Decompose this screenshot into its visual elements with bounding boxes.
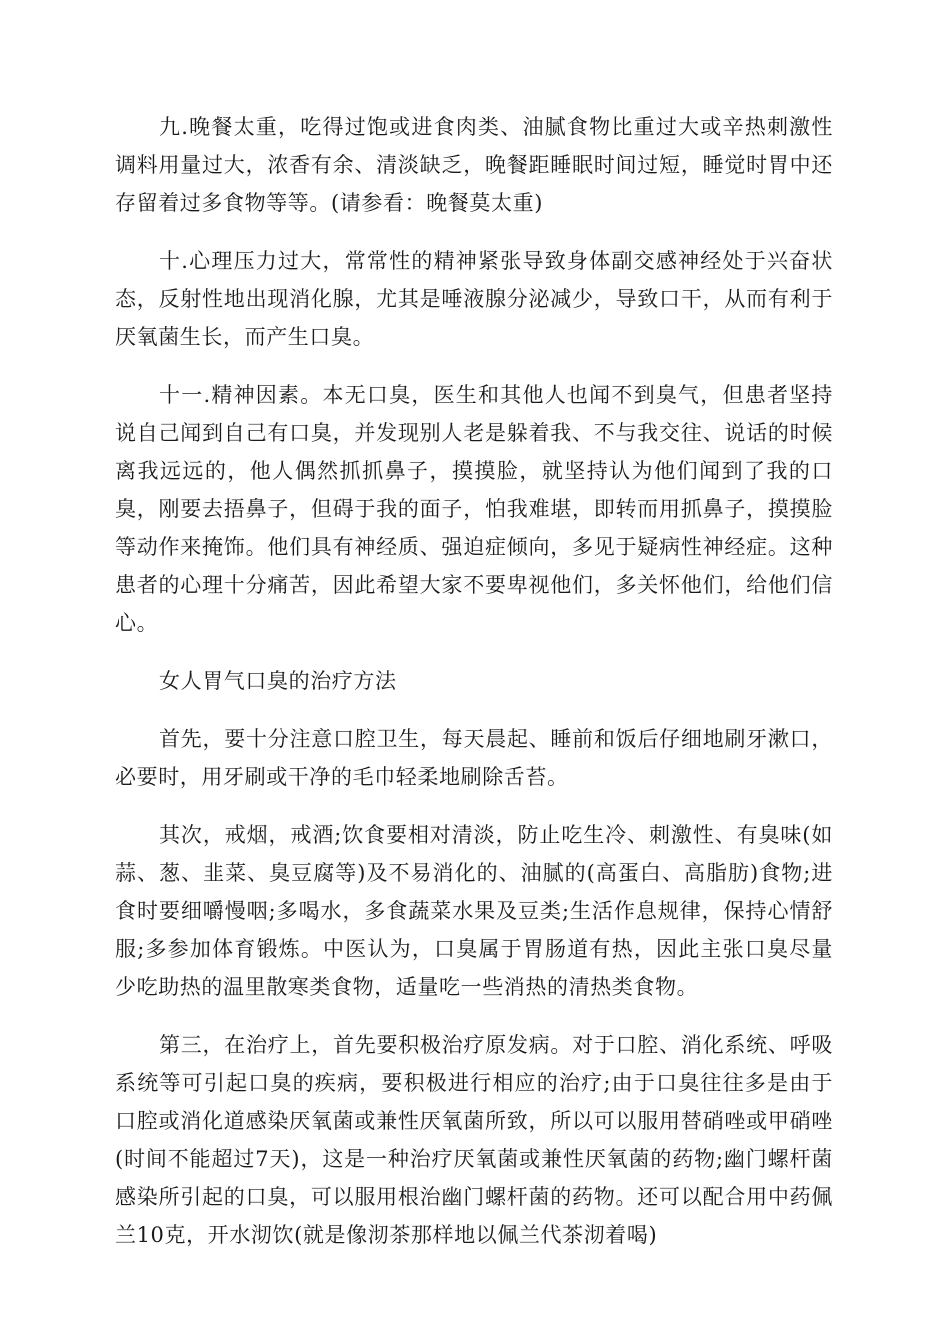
treatment-paragraph-first: 首先，要十分注意口腔卫生，每天晨起、睡前和饭后仔细地刷牙漱口，必要时，用牙刷或干净的毛巾轻柔地刷除舌苔。 [115, 727, 833, 789]
paragraph-item-11: 十一.精神因素。本无口臭，医生和其他人也闻不到臭气，但患者坚持说自己闻到自己有口臭，并发现别人老是躲着我、不与我交往、说话的时候离我远远的，他人偶然抓抓鼻子，摸摸脸，就坚持认为他们闻到了我的口臭，刚要去捂鼻子，但碍于我的面子，怕我难堪，即转而用抓鼻子，摸摸脸等动作来掩饰。他们具有神经质、强迫症倾向，多见于疑病性神经症。这种患者的心理十分痛苦，因此希望大家不要卑视他们，多关怀他们，给他们信心。 [115, 383, 833, 635]
paragraph-item-9: 九.晚餐太重，吃得过饱或进食肉类、油腻食物比重过大或辛热刺激性调料用量过大，浓香有余、清淡缺乏，晚餐距睡眠时间过短，睡觉时胃中还存留着过多食物等等。(请参看：晚餐莫太重) [115, 115, 833, 215]
paragraph-item-10: 十.心理压力过大，常常性的精神紧张导致身体副交感神经处于兴奋状态，反射性地出现消化腺，尤其是唾液腺分泌减少，导致口干，从而有利于厌氧菌生长，而产生口臭。 [115, 249, 833, 349]
treatment-paragraph-second: 其次，戒烟，戒酒;饮食要相对清淡，防止吃生冷、刺激性、有臭味(如蒜、葱、韭菜、臭豆腐等)及不易消化的、油腻的(高蛋白、高脂肪)食物;进食时要细嚼慢咽;多喝水，多食蔬菜水果及豆类;生活作息规律，保持心情舒服;多参加体育锻炼。中医认为，口臭属于胃肠道有热，因此主张口臭尽量少吃助热的温里散寒类食物，适量吃一些消热的清热类食物。 [115, 823, 833, 999]
section-heading: 女人胃气口臭的治疗方法 [159, 669, 397, 693]
treatment-paragraph-third: 第三，在治疗上，首先要积极治疗原发病。对于口腔、消化系统、呼吸系统等可引起口臭的疾病，要积极进行相应的治疗;由于口臭往往多是由于口腔或消化道感染厌氧菌或兼性厌氧菌所致，所以可以服用替硝唑或甲硝唑(时间不能超过7天)，这是一种治疗厌氧菌或兼性厌氧菌的药物;幽门螺杆菌感染所引起的口臭，可以服用根治幽门螺杆菌的药物。还可以配合用中药佩兰10克，开水沏饮(就是像沏茶那样地以佩兰代茶沏着喝) [115, 1033, 833, 1247]
document-page [115, 108, 833, 1274]
